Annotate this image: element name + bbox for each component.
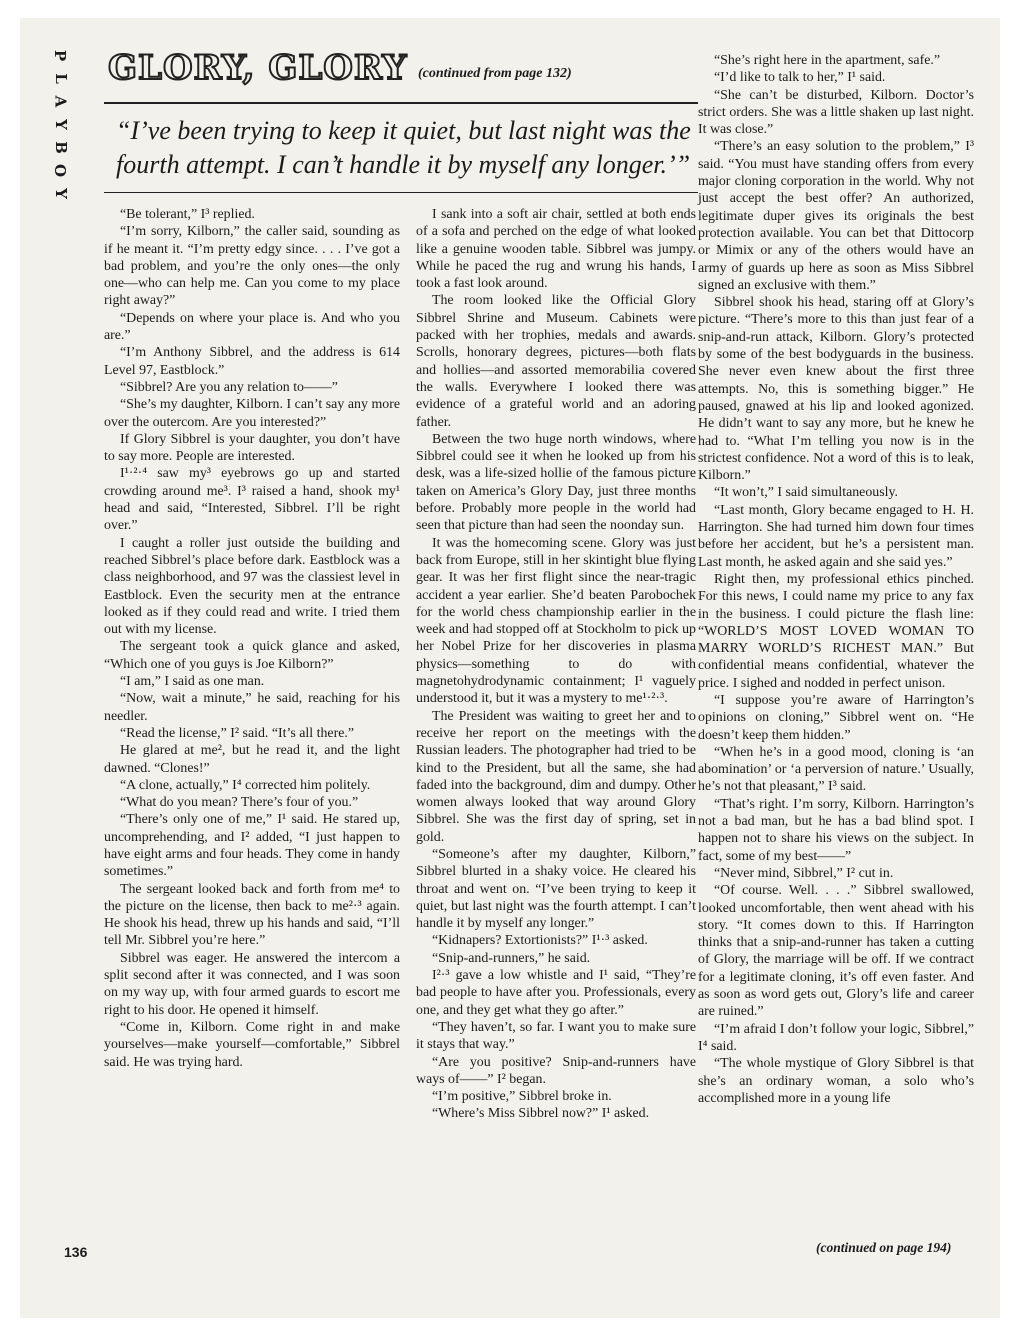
paragraph: “Never mind, Sibbrel,” I² cut in. [714, 865, 894, 881]
paragraph: “I’m positive,” Sibbrel broke in. [432, 1089, 612, 1105]
paragraph: He glared at me², but he read it, and the light dawned. “Clones!” [104, 743, 400, 776]
paragraph: “Now, wait a minute,” he said, reaching for his needler. [104, 691, 400, 724]
paragraph: “There’s an easy solution to the problem,” I³ said. “You must have standing offers from every major cloning corporation in the world. Why not just accept the best offer? An authorized, legitimate duper gives its originals the best protection available. You can bet that Dittocorp or Mimix or any of the others would have an army of guards up here as soon as Miss Sibbrel signed an exclusive with them.” [698, 139, 974, 293]
text-column-1 [104, 206, 400, 1071]
paragraph: “I’m afraid I don’t follow your logic, Sibbrel,” I⁴ said. [698, 1021, 974, 1054]
paragraph: If Glory Sibbrel is your daughter, you don’t have to say more. People are interested. [104, 431, 400, 465]
paragraph: “Kidnapers? Extortionists?” I¹·³ asked. [432, 933, 648, 949]
story-title: GLORY, GLORY [108, 48, 408, 88]
magazine-letter: O [51, 163, 70, 178]
paragraph: I¹·²·⁴ saw my³ eyebrows go up and started crowding around me³. I³ raised a hand, shook my¹ head and said, “Interested, Sibbrel. I’ll be right over.” [104, 466, 400, 534]
paragraph: “She’s right here in the apartment, safe.” [714, 53, 941, 68]
pull-quote: “I’ve been trying to keep it quiet, but last night was the fourth attempt. I can’t handle it by myself any longer.’” [116, 116, 691, 179]
paragraph: “Of course. Well. . . .” Sibbrel swallowed, looked uncomfortable, then went ahead with his story. “It comes down to this. If Harrington thinks that a snip-and-runner has taken a cutting of Glory, the marriage will be off. If we contract for a legitimate cloning, it’s off even faster. And as soon as word gets out, Glory’s life and career are ruined.” [698, 883, 974, 1020]
text-column-3 [698, 52, 974, 1107]
paragraph: “A clone, actually,” I⁴ corrected him politely. [120, 777, 371, 793]
continued-on-note: (continued on page 194) [816, 1240, 952, 1255]
continued-from-note: (continued from page 132) [418, 66, 572, 81]
paragraph: “I’d like to talk to her,” I¹ said. [714, 70, 886, 86]
paragraph: It was the homecoming scene. Glory was just back from Europe, still in her skintight blue flying gear. It was her first flight since the near-tragic accident a year earlier. She’d beaten Parobochek for the world chess championship earlier in the week and had stopped off at Stockholm to pick up her Nobel Prize for her discoveries in plasma physics—something to do with magnetohydrodynamic containment; I¹ vaguely understood it, but it was a mystery to me¹·²·³. [416, 535, 696, 707]
divider-bottom [104, 192, 698, 193]
paragraph: “Last month, Glory became engaged to H. H. Harrington. She had turned him down four times before her accident, but he’s a persistent man. Last month, he asked again and she said yes.” [698, 502, 974, 570]
paragraph: “Read the license,” I² said. “It’s all there.” [120, 725, 355, 741]
paragraph: Right then, my professional ethics pinched. For this news, I could name my price to any fax in the business. I could picture the flash line: “WORLD’S MOST LOVED WOMAN TO MARRY WORLD’S RICHEST MAN.” But confidential means confidential, whatever the price. I sighed and nodded in perfect unison. [698, 571, 974, 691]
paragraph: Sibbrel was eager. He answered the intercom a split second after it was connected, and I was soon on my way up, with four armed guards to escort me right to his door. He opened it himself. [104, 950, 400, 1018]
paragraph: I sank into a soft air chair, settled at both ends of a sofa and perched on the edge of what looked like a genuine wooden table. Sibbrel was jumpy. While he paced the rug and wrung his hands, I took a fast look around. [416, 207, 696, 292]
magazine-letter: Y [51, 188, 70, 199]
paragraph: “Sibbrel? Are you any relation to——” [120, 379, 338, 395]
magazine-letter: A [51, 95, 70, 108]
paragraph: “I suppose you’re aware of Harrington’s opinions on cloning,” Sibbrel went on. “He doesn’t keep them hidden.” [698, 692, 974, 743]
paragraph: “There’s only one of me,” I¹ said. He stared up, uncomprehending, and I² added, “I just happen to have eight arms and four heads. They come in handy sometimes.” [104, 812, 400, 880]
paragraph: “Be tolerant,” I³ replied. [120, 207, 255, 222]
text-column-2 [416, 206, 696, 1123]
paragraph: “I’m Anthony Sibbrel, and the address is 614 Level 97, Eastblock.” [104, 345, 400, 378]
paragraph: “Depends on where your place is. And who you are.” [104, 310, 400, 344]
paragraph: “It won’t,” I said simultaneously. [714, 485, 899, 501]
magazine-letter: L [51, 73, 70, 84]
paragraph: “They haven’t, so far. I want you to make sure it stays that way.” [416, 1019, 696, 1053]
paragraph: “Come in, Kilborn. Come right in and make yourselves—make yourself—comfortable,” Sibbrel said. He was trying hard. [104, 1019, 400, 1070]
paragraph: “I am,” I said as one man. [120, 674, 265, 690]
paragraph: I²·³ gave a low whistle and I¹ said, “They’re bad people to have after you. Professionals, every one, and they get what they go after.” [416, 968, 696, 1018]
paragraph: “She can’t be disturbed, Kilborn. Doctor’s strict orders. She was a little shaken up last night. It was close.” [698, 87, 974, 138]
paragraph: The President was waiting to greet her and to receive her report on the meetings with the Russian leaders. The photographer had tried to be kind to the President, but all the same, she had faded into the background, dim and dumpy. Other women always looked that way around Glory Sibbrel. She was the first day of spring, set in gold. [416, 708, 696, 845]
paragraph: The sergeant took a quick glance and asked, “Which one of you guys is Joe Kilborn?” [104, 639, 400, 672]
divider-top [104, 102, 698, 104]
magazine-letter: B [51, 141, 70, 154]
magazine-letter: Y [51, 119, 70, 130]
paragraph: I caught a roller just outside the building and reached Sibbrel’s place before dark. Eastblock was a class neighborhood, and 97 was the classiest level in Eastblock. Even the security men at the entrance looked as if they could read and write. I tried them out with my license. [104, 535, 400, 638]
magazine-letter: P [51, 49, 70, 62]
paragraph: “Snip-and-runners,” he said. [432, 950, 591, 966]
magazine-page [20, 18, 1000, 1318]
paragraph: “What do you mean? There’s four of you.” [120, 795, 359, 811]
paragraph: “Are you positive? Snip-and-runners have ways of——” I² began. [416, 1054, 696, 1087]
paragraph: The sergeant looked back and forth from me⁴ to the picture on the license, then back to me²·³ again. He shook his head, threw up his hands and said, “I’ll tell Mr. Sibbrel you’re here.” [104, 881, 400, 949]
paragraph: The room looked like the Official Glory Sibbrel Shrine and Museum. Cabinets were packed with her trophies, medals and awards. Scrolls, honorary degrees, pictures—both flats and hollies—and assorted memorabilia covered the walls. Everywhere I looked there was evidence of a grateful world and an adoring father. [416, 293, 696, 430]
page-number: 136 [64, 1244, 88, 1260]
paragraph: “I’m sorry, Kilborn,” the caller said, sounding as if he meant it. “I’m pretty edgy since. . . . I’ve got a bad problem, and you’re the only ones—the only one—who can help me. Can you come to my place right away?” [104, 224, 400, 309]
paragraph: “That’s right. I’m sorry, Kilborn. Harrington’s not a bad man, but he has a bad blind spot. I happen not to share his views on the subject. In fact, some of my best——” [698, 796, 974, 864]
paragraph: “The whole mystique of Glory Sibbrel is that she’s an ordinary woman, a solo who’s accomplished more in a young life [698, 1056, 974, 1106]
paragraph: Between the two huge north windows, where Sibbrel could see it when he looked up from his desk, was a life-sized hollie of the famous picture taken on America’s Glory Day, just three months before. Probably more people in the world had seen that picture than had seen the noonday sun. [416, 431, 696, 534]
paragraph: “Someone’s after my daughter, Kilborn,” Sibbrel blurted in a shaky voice. He cleared his throat and went on. “I’ve been trying to keep it quiet, but last night was the fourth attempt. I can’t handle it by myself any longer.” [416, 846, 696, 932]
magazine-name-vertical [50, 44, 70, 205]
paragraph: Sibbrel shook his head, staring off at Glory’s picture. “There’s more to this than just fear of a snip-and-run attack, Kilborn. Glory’s protected by some of the best bodyguards in the business. She never even knew about the first three attempts. No, this is something bigger.” He paused, gnawed at his lip and looked agonized. He didn’t want to say any more, but he knew he had to. “What I’m telling you now is in the strictest confidence. Not a word of this is to leak, Kilborn.” [698, 295, 974, 484]
paragraph: “When he’s in a good mood, cloning is ‘an abomination’ or ‘a perversion of nature.’ Usually, he’s not that pleasant,” I³ said. [698, 744, 974, 795]
paragraph: “She’s my daughter, Kilborn. I can’t say any more over the outercom. Are you interested?” [104, 397, 400, 430]
paragraph: “Where’s Miss Sibbrel now?” I¹ asked. [432, 1106, 650, 1122]
